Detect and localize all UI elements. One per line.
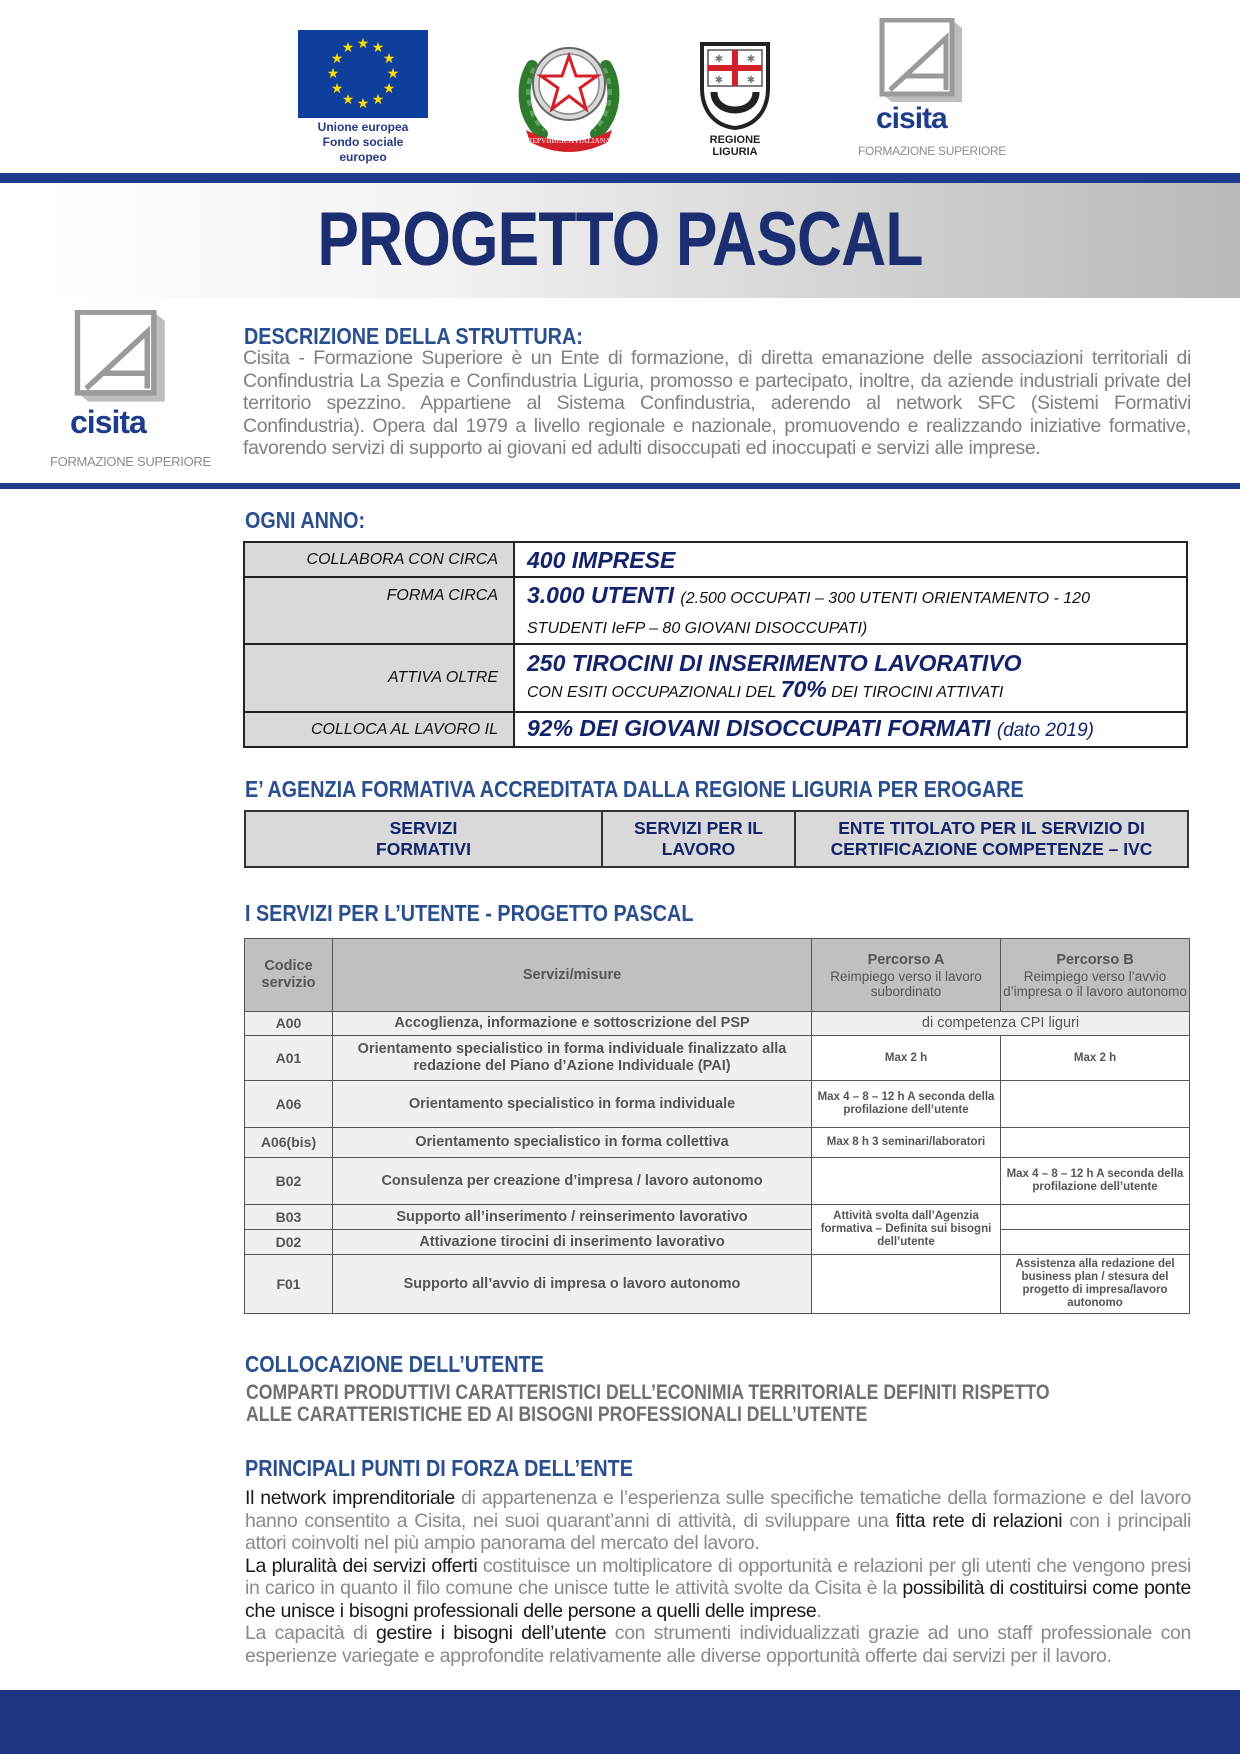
header-codice <box>245 939 333 1012</box>
header-percorso-b <box>1001 939 1190 1012</box>
liguria-caption: REGIONE LIGURIA <box>709 134 761 158</box>
cisita-tagline: FORMAZIONE SUPERIORE <box>50 454 211 469</box>
cisita-wordmark: cisita <box>876 102 947 135</box>
service-description: Consulenza per creazione d’impresa / lavoro autonomo <box>333 1158 812 1205</box>
footer-bar <box>0 1690 1240 1754</box>
percorso-a-value: Max 4 – 8 – 12 h A seconda della profilazione dell’utente <box>812 1081 1001 1128</box>
service-code: A01 <box>245 1036 333 1081</box>
table-row <box>245 1036 1190 1081</box>
percorso-b-value: Assistenza alla redazione del business plan / stesura del progetto di impresa/lavoro autonomo <box>1001 1255 1190 1314</box>
body-text: La capacità di <box>245 1622 377 1644</box>
section-divider <box>0 483 1240 489</box>
svg-text:★: ★ <box>386 65 400 81</box>
accreditata-line: SERVIZI PER IL <box>633 818 763 838</box>
cisita-mark-icon <box>876 18 966 106</box>
stats-value: 250 TIROCINI DI INSERIMENTO LAVORATIVO <box>527 650 1022 676</box>
table-row <box>245 1255 1190 1314</box>
eu-caption-1: Unione europea <box>317 120 409 134</box>
service-description: Attivazione tirocini di inserimento lavorativo <box>333 1230 812 1255</box>
stats-table <box>243 541 1188 748</box>
eu-logo <box>298 30 428 165</box>
table-row <box>245 1158 1190 1205</box>
stats-row <box>244 542 1187 577</box>
stats-detail: CON ESITI OCCUPAZIONALI DEL <box>527 684 781 701</box>
accreditata-line: FORMATIVI <box>376 839 471 859</box>
body-text: con i principali attori coinvolti nel più ampio panorama del mercato del lavoro. <box>245 1509 1191 1554</box>
svg-text:★: ★ <box>326 65 340 81</box>
stats-detail: (2.500 OCCUPATI – 300 UTENTI ORIENTAMENTO - 120 <box>680 590 1090 607</box>
highlight-text: possibilità di costituirsi come ponte che unisce i bisogni professionali delle persone a quelli delle imprese <box>245 1577 1191 1622</box>
percorso-b-value <box>1001 1205 1190 1230</box>
accreditata-cell <box>795 811 1188 867</box>
service-description: Orientamento specialistico in forma individuale finalizzato alla redazione del Piano d’Azione Individuale (PAI) <box>333 1036 812 1081</box>
stats-value: 400 IMPRESE <box>514 542 1187 577</box>
punti-forza-heading: PRINCIPALI PUNTI DI FORZA DELL’ENTE <box>245 1455 633 1481</box>
stats-row <box>244 577 1187 644</box>
header-subtext: Reimpiego verso il lavoro subordinato <box>830 968 982 999</box>
stats-detail: DEI TIROCINI ATTIVATI <box>826 684 1004 701</box>
percorso-a-value: Attività svolta dall’Agenzia formativa – Definita sui bisogni dell’utente <box>812 1205 1001 1255</box>
service-code: F01 <box>245 1255 333 1314</box>
svg-text:★: ★ <box>371 39 385 55</box>
svg-text:✱: ✱ <box>746 75 756 86</box>
descrizione-heading: DESCRIZIONE DELLA STRUTTURA: <box>244 323 583 349</box>
punti-forza-paragraph <box>245 1555 1191 1623</box>
collocazione-text <box>246 1382 1050 1426</box>
body-text: . <box>816 1599 822 1622</box>
table-row <box>245 1081 1190 1128</box>
collocazione-heading: COLLOCAZIONE DELL’UTENTE <box>245 1351 544 1377</box>
table-row <box>245 1012 1190 1036</box>
stats-percent: 70% <box>780 676 827 702</box>
svg-text:★: ★ <box>330 80 344 96</box>
top-divider <box>0 173 1240 183</box>
service-description: Orientamento specialistico in forma collettiva <box>333 1128 812 1158</box>
header-text: servizio <box>261 975 316 991</box>
svg-text:★: ★ <box>341 39 355 55</box>
service-note: di competenza CPI liguri <box>812 1012 1190 1036</box>
stats-detail: STUDENTI IeFP – 80 GIOVANI DISOCCUPATI) <box>527 620 868 637</box>
body-text: di appartenenza e l’esperienza sulle specifiche tematiche della formazione e del lavoro hanno consentito a Cisita, nei suoi quarant’anni di attività, di sviluppare una <box>245 1487 1191 1532</box>
punti-forza-text <box>245 1487 1191 1667</box>
cisita-mark-icon <box>70 310 170 406</box>
stats-value: 92% DEI GIOVANI DISOCCUPATI FORMATI <box>527 715 991 741</box>
servizi-header-row <box>245 939 1190 1012</box>
body-text: con strumenti individualizzati grazie ad uno staff professionale con esperienze variegate e approfondite relativamente alle diverse opportunità offerte dai servizi per il lavoro. <box>245 1622 1191 1667</box>
stats-value: 3.000 UTENTI <box>527 582 674 608</box>
stats-row <box>244 712 1187 747</box>
servizi-table <box>244 938 1190 1314</box>
servizi-heading: I SERVIZI PER L’UTENTE - PROGETTO PASCAL <box>245 900 694 926</box>
service-code: A06(bis) <box>245 1128 333 1158</box>
collocazione-line: COMPARTI PRODUTTIVI CARATTERISTICI DELL’ECONIMIA TERRITORIALE DEFINITI RISPETTO <box>246 1381 1050 1404</box>
stats-label: FORMA CIRCA <box>244 577 514 644</box>
header-percorso-a <box>812 939 1001 1012</box>
percorso-b-value <box>1001 1230 1190 1255</box>
service-description: Accoglienza, informazione e sottoscrizione del PSP <box>333 1012 812 1036</box>
cisita-logo-side <box>46 310 211 475</box>
header-text: Percorso B <box>1056 951 1134 968</box>
service-description: Supporto all’avvio di impresa o lavoro autonomo <box>333 1255 812 1314</box>
svg-text:★: ★ <box>356 35 370 51</box>
descrizione-text: Cisita - Formazione Superiore è un Ente di formazione, di diretta emanazione delle associazioni territoriali di Confindustria La Spezia e Confindustria Liguria, promosso e partecipato, inoltre, da aziende industriali private del territorio spezzino. Appartiene al Sistema Confindustria, aderendo al network SFC (Sistemi Formativi Confindustria). Opera dal 1979 a livello regionale e nazionale, promuovendo e realizzando iniziative formative, favorendo servizi di supporto ai giovani ed adulti disoccupati ed inoccupati e servizi alle imprese. <box>243 347 1191 459</box>
service-description: Supporto all’inserimento / reinserimento lavorativo <box>333 1205 812 1230</box>
page-title: PROGETTO PASCAL <box>317 197 923 282</box>
logo-row <box>0 0 1240 170</box>
regione-liguria-logo <box>688 40 782 158</box>
highlight-text: gestire i bisogni dell’utente <box>376 1622 607 1644</box>
svg-text:★: ★ <box>356 95 370 111</box>
service-description: Orientamento specialistico in forma individuale <box>333 1081 812 1128</box>
accreditata-line: CERTIFICAZIONE COMPETENZE – IVC <box>830 839 1153 859</box>
highlight-text: fitta rete di relazioni <box>895 1509 1063 1532</box>
accreditata-table <box>244 810 1189 868</box>
svg-text:★: ★ <box>330 50 344 66</box>
italian-republic-emblem-icon <box>512 26 626 152</box>
punti-forza-paragraph <box>245 1622 1191 1667</box>
stats-label: ATTIVA OLTRE <box>244 644 514 712</box>
punti-forza-paragraph <box>245 1487 1191 1555</box>
accreditata-line: ENTE TITOLATO PER IL SERVIZIO DI <box>838 818 1145 838</box>
percorso-b-value: Max 4 – 8 – 12 h A seconda della profilazione dell’utente <box>1001 1158 1190 1205</box>
table-row <box>245 1128 1190 1158</box>
collocazione-line: ALLE CARATTERISTICHE ED AI BISOGNI PROFESSIONALI DELL’UTENTE <box>246 1403 868 1426</box>
svg-text:★: ★ <box>341 91 355 107</box>
percorso-a-value: Max 8 h 3 seminari/laboratori <box>812 1128 1001 1158</box>
table-row <box>245 1205 1190 1230</box>
cisita-tagline: FORMAZIONE SUPERIORE <box>858 144 1007 158</box>
accreditata-line: LAVORO <box>661 839 736 859</box>
percorso-b-value: Max 2 h <box>1001 1036 1190 1081</box>
highlight-text: Il network imprenditoriale <box>245 1487 455 1509</box>
accreditata-cell <box>602 811 795 867</box>
svg-text:✱: ✱ <box>714 75 724 86</box>
stats-row <box>244 644 1187 712</box>
header-text: Codice <box>264 958 313 974</box>
percorso-b-value <box>1001 1128 1190 1158</box>
service-code: B03 <box>245 1205 333 1230</box>
header-misure: Servizi/misure <box>333 939 812 1012</box>
svg-text:★: ★ <box>382 80 396 96</box>
body-text: costituisce un moltiplicatore di opportunità e relazioni per gli utenti che vengono presi in carico in quanto il filo comune che unisce tutte le attività svolte da Cisita è la <box>245 1554 1191 1599</box>
header-subtext: Reimpiego verso l’avvio d’impresa o il lavoro autonomo <box>1003 968 1187 999</box>
highlight-text: La pluralità dei servizi offerti <box>245 1554 478 1577</box>
cisita-logo-top <box>850 18 1007 160</box>
percorso-a-value <box>812 1255 1001 1314</box>
percorso-a-value: Max 2 h <box>812 1036 1001 1081</box>
stats-label: COLLABORA CON CIRCA <box>244 542 514 577</box>
ogni-anno-heading: OGNI ANNO: <box>245 507 366 533</box>
stats-note: (dato 2019) <box>996 720 1095 741</box>
accreditata-heading: E’ AGENZIA FORMATIVA ACCREDITATA DALLA REGIONE LIGURIA PER EROGARE <box>245 776 1024 802</box>
percorso-b-value <box>1001 1081 1190 1128</box>
header-text: Percorso A <box>867 951 945 968</box>
eu-caption-2: Fondo sociale europeo <box>322 135 404 164</box>
liguria-shield-icon <box>688 40 782 132</box>
stats-label: COLLOCA AL LAVORO IL <box>244 712 514 747</box>
eu-flag-icon <box>298 30 428 118</box>
accreditata-cell <box>245 811 602 867</box>
accreditata-line: SERVIZI <box>389 818 458 838</box>
svg-text:✱: ✱ <box>746 54 756 65</box>
svg-text:✱: ✱ <box>714 54 724 65</box>
svg-text:★: ★ <box>382 50 396 66</box>
emblem-text: REPVBBLICA ITALIANA <box>527 136 611 145</box>
service-code: B02 <box>245 1158 333 1205</box>
service-code: D02 <box>245 1230 333 1255</box>
service-code: A06 <box>245 1081 333 1128</box>
cisita-wordmark: cisita <box>70 404 146 440</box>
service-code: A00 <box>245 1012 333 1036</box>
table-row <box>245 1230 1190 1255</box>
percorso-a-value <box>812 1158 1001 1205</box>
svg-text:★: ★ <box>371 91 385 107</box>
